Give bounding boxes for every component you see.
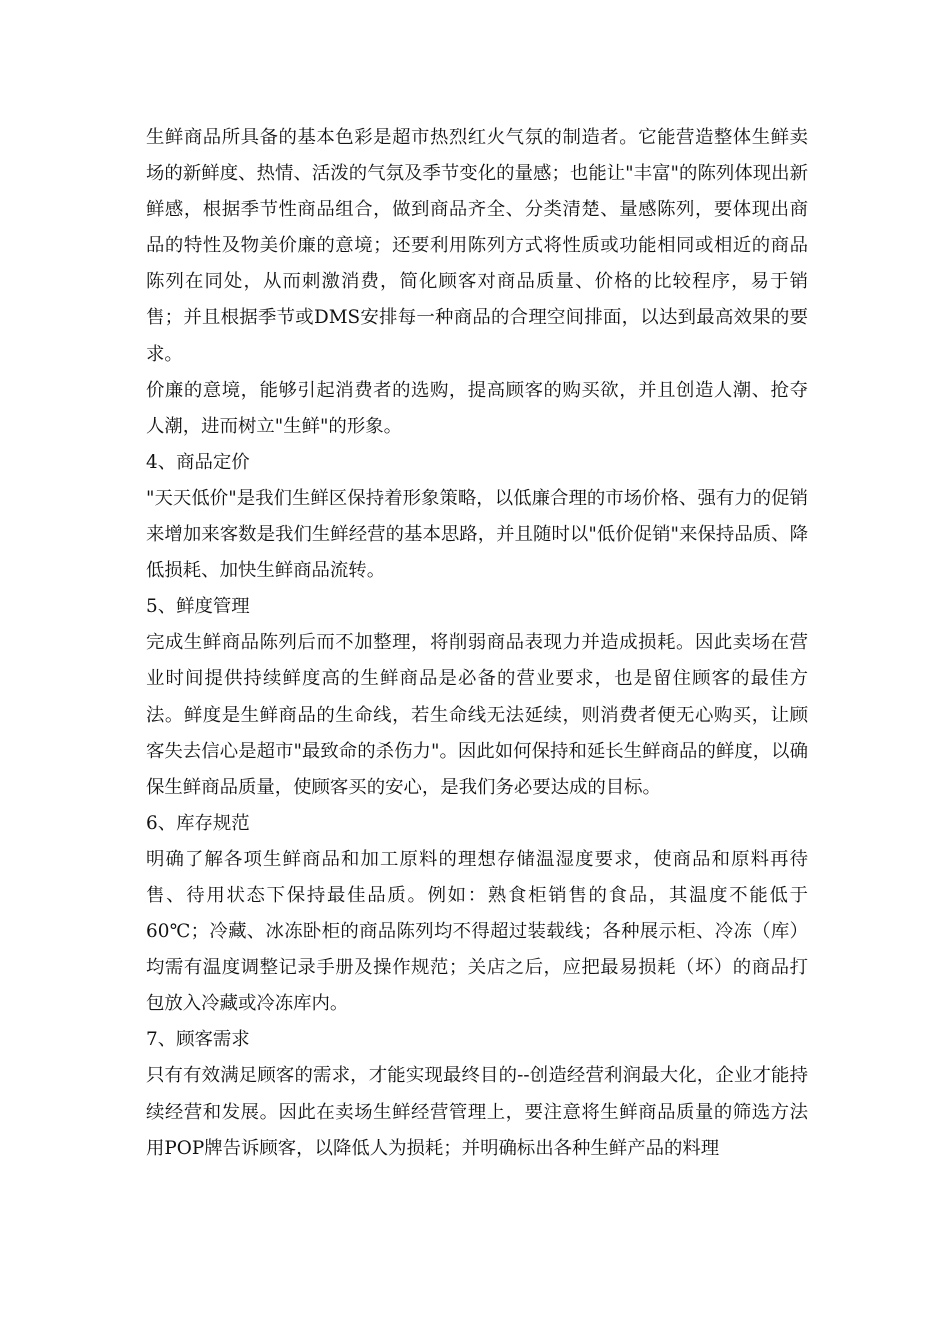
paragraph-price-image: 价廉的意境，能够引起消费者的选购，提高顾客的购买欲，并且创造人潮、抢夺人潮，进而树立"生鲜"的形象。	[146, 379, 808, 437]
paragraph-pricing: "天天低价"是我们生鲜区保持着形象策略，以低廉合理的市场价格、强有力的促销来增加来客数是我们生鲜经营的基本思路，并且随时以"低价促销"来保持品质、降低损耗、加快生鲜商品流转。	[146, 487, 808, 582]
heading-inventory: 6、库存规范	[146, 812, 250, 834]
paragraph-color-display: 生鲜商品所具备的基本色彩是超市热烈红火气氛的制造者。它能营造整体生鲜卖场的新鲜度、热情、活泼的气氛及季节变化的量感；也能让"丰富"的陈列体现出新鲜感，根据季节性商品组合，做到商品齐全、分类清楚、量感陈列，要体现出商品的特性及物美价廉的意境；还要利用陈列方式将性质或功能相同或相近的商品陈列在同处，从而刺激消费，简化顾客对商品质量、价格的比较程序，易于销售；并且根据季节或DMS安排每一种商品的合理空间排面，以达到最高效果的要求。	[146, 127, 808, 365]
paragraph-freshness: 完成生鲜商品陈列后而不加整理，将削弱商品表现力并造成损耗。因此卖场在营业时间提供持续鲜度高的生鲜商品是必备的营业要求，也是留住顾客的最佳方法。鲜度是生鲜商品的生命线，若生命线无法延续，则消费者便无心购买，让顾客失去信心是超市"最致命的杀伤力"。因此如何保持和延长生鲜商品的鲜度，以确保生鲜商品质量，使顾客买的安心，是我们务必要达成的目标。	[146, 632, 808, 798]
document-body	[146, 120, 808, 1167]
paragraph-customer-needs: 只有有效满足顾客的需求，才能实现最终目的--创造经营利润最大化，企业才能持续经营和发展。因此在卖场生鲜经营管理上，要注意将生鲜商品质量的筛选方法用POP牌告诉顾客，以降低人为损耗；并明确标出各种生鲜产品的料理	[146, 1065, 808, 1159]
heading-customer-needs: 7、顾客需求	[146, 1029, 250, 1051]
heading-pricing: 4、商品定价	[146, 451, 250, 473]
paragraph-inventory: 明确了解各项生鲜商品和加工原料的理想存储温湿度要求，使商品和原料再待售、待用状态下保持最佳品质。例如：熟食柜销售的食品，其温度不能低于60℃；冷藏、冰冻卧柜的商品陈列均不得超过装载线；各种展示柜、冷冻（库）均需有温度调整记录手册及操作规范；关店之后，应把最易损耗（坏）的商品打包放入冷藏或冷冻库内。	[146, 848, 808, 1015]
heading-freshness: 5、鲜度管理	[146, 596, 250, 618]
